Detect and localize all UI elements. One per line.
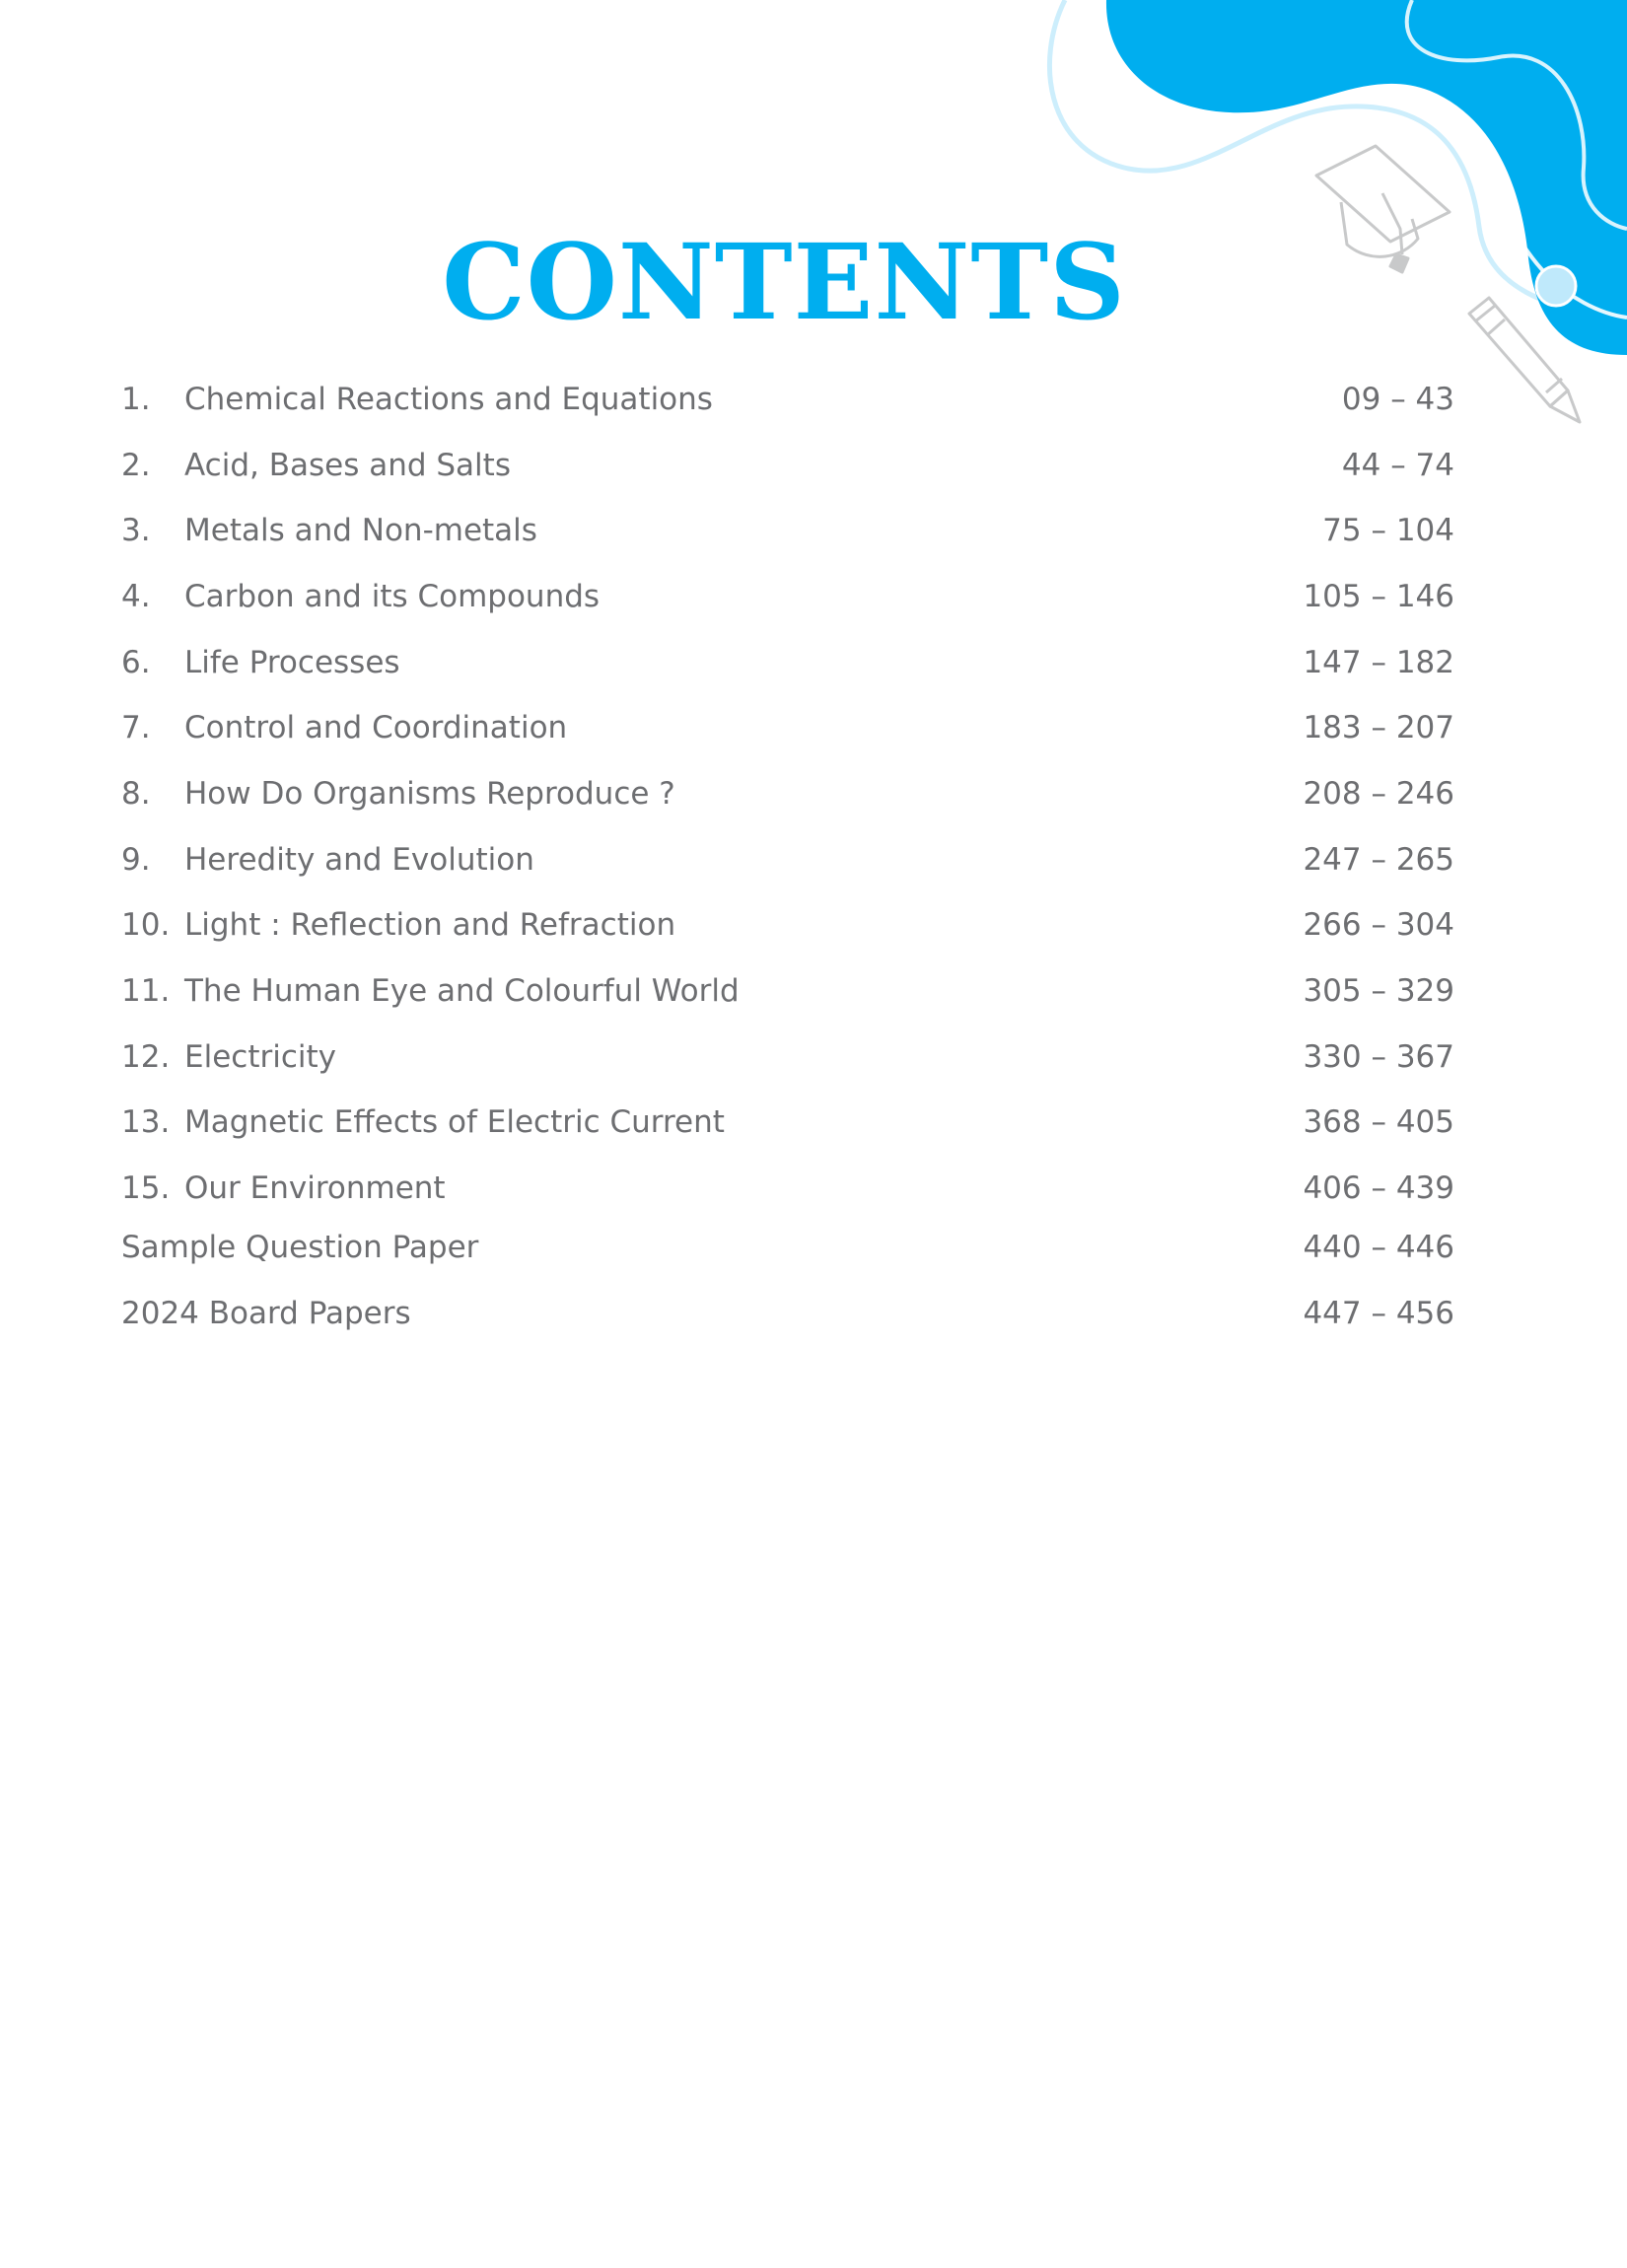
- toc-chapter-number: 13.: [121, 1104, 171, 1140]
- toc-chapter-number: 15.: [121, 1170, 171, 1206]
- toc-entry[interactable]: [121, 1100, 1454, 1144]
- toc-page-range: 406 – 439: [1303, 1170, 1454, 1206]
- toc-chapter-title: Metals and Non-metals: [184, 513, 537, 548]
- toc-entry[interactable]: [121, 1167, 1454, 1210]
- toc-page-range: 208 – 246: [1303, 776, 1454, 812]
- toc-page-range: 183 – 207: [1303, 710, 1454, 745]
- toc-page-range: 440 – 446: [1303, 1230, 1454, 1265]
- toc-chapter-number: 2.: [121, 448, 151, 483]
- toc-page-range: 105 – 146: [1303, 579, 1454, 614]
- toc-page-range: 447 – 456: [1303, 1296, 1454, 1331]
- toc-entry[interactable]: [121, 641, 1454, 684]
- toc-page-range: 44 – 74: [1341, 448, 1454, 483]
- toc-chapter-number: 1.: [121, 382, 151, 417]
- toc-chapter-title: Electricity: [184, 1039, 336, 1075]
- toc-entry[interactable]: [121, 444, 1454, 487]
- toc-chapter-number: 7.: [121, 710, 151, 745]
- toc-entry[interactable]: [121, 575, 1454, 618]
- toc-chapter-number: 3.: [121, 513, 151, 548]
- toc-chapter-number: 10.: [121, 907, 171, 943]
- toc-entry[interactable]: [121, 378, 1454, 421]
- toc-entry[interactable]: [121, 509, 1454, 552]
- toc-chapter-title: Light : Reflection and Refraction: [184, 907, 676, 943]
- toc-entry[interactable]: [121, 1292, 1454, 1335]
- toc-chapter-title: Life Processes: [184, 645, 400, 680]
- toc-page-range: 305 – 329: [1303, 973, 1454, 1009]
- toc-entry[interactable]: [121, 903, 1454, 947]
- toc-page-range: 147 – 182: [1303, 645, 1454, 680]
- toc-chapter-title: Magnetic Effects of Electric Current: [184, 1104, 725, 1140]
- toc-chapter-title: Heredity and Evolution: [184, 842, 534, 878]
- toc-chapter-number: 8.: [121, 776, 151, 812]
- toc-chapter-number: 4.: [121, 579, 151, 614]
- toc-page-range: 75 – 104: [1322, 513, 1454, 548]
- toc-chapter-title: Our Environment: [184, 1170, 446, 1206]
- toc-page-range: 330 – 367: [1303, 1039, 1454, 1075]
- toc-page-range: 368 – 405: [1303, 1104, 1454, 1140]
- toc-chapter-title: Carbon and its Compounds: [184, 579, 601, 614]
- toc-chapter-number: 11.: [121, 973, 171, 1009]
- toc-chapter-title: Chemical Reactions and Equations: [184, 382, 713, 417]
- toc-page-range: 247 – 265: [1303, 842, 1454, 878]
- toc-page-range: 09 – 43: [1341, 382, 1454, 417]
- toc-entry[interactable]: [121, 838, 1454, 882]
- toc-chapter-number: 9.: [121, 842, 151, 878]
- page-title: CONTENTS: [442, 220, 1126, 343]
- toc-entry[interactable]: [121, 1035, 1454, 1079]
- toc-entry[interactable]: [121, 1226, 1454, 1269]
- toc-page-range: 266 – 304: [1303, 907, 1454, 943]
- toc-chapter-title: How Do Organisms Reproduce ?: [184, 776, 675, 812]
- toc-chapter-title: Sample Question Paper: [121, 1230, 479, 1265]
- toc-entry[interactable]: [121, 969, 1454, 1013]
- toc-chapter-title: Acid, Bases and Salts: [184, 448, 511, 483]
- toc-chapter-number: 6.: [121, 645, 151, 680]
- toc-chapter-title: The Human Eye and Colourful World: [184, 973, 740, 1009]
- toc-chapter-title: Control and Coordination: [184, 710, 568, 745]
- toc-entry[interactable]: [121, 772, 1454, 815]
- toc-chapter-title: 2024 Board Papers: [121, 1296, 411, 1331]
- toc-entry[interactable]: [121, 706, 1454, 749]
- toc-chapter-number: 12.: [121, 1039, 171, 1075]
